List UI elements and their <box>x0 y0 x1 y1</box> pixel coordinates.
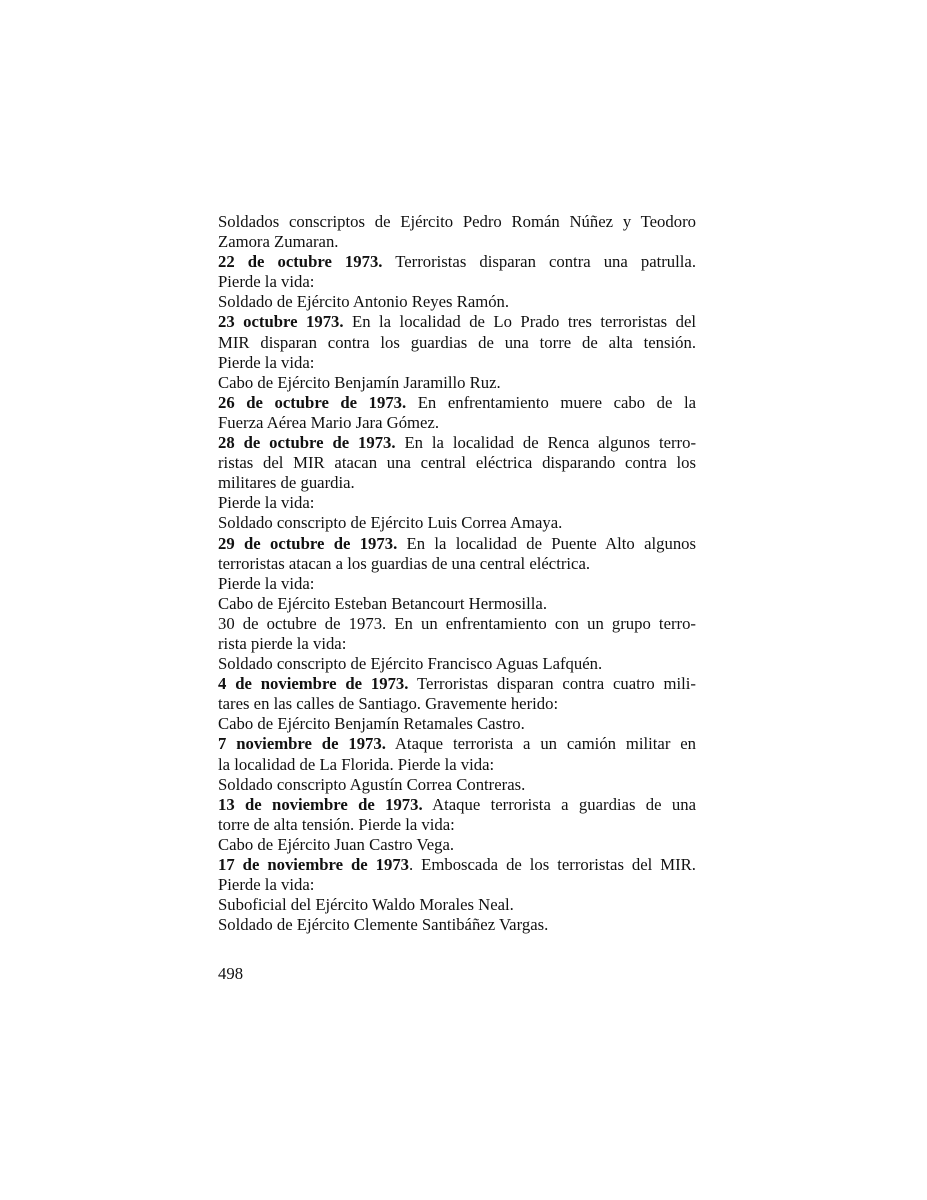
entry-text: la localidad de La Florida. Pierde la vida: <box>218 754 495 774</box>
entry-text: Fuerza Aérea Mario Jara Gómez. <box>218 412 440 432</box>
entry-text: Soldado de Ejército Antonio Reyes Ramón. <box>218 292 510 312</box>
entry-text: Soldado conscripto de Ejército Francisco Aguas Lafquén. <box>218 654 603 674</box>
text-line <box>218 534 696 554</box>
entry-text: Pierde la vida: <box>218 493 315 513</box>
text-line <box>218 674 696 694</box>
entry-text: Soldado conscripto de Ejército Luis Correa Amaya. <box>218 513 563 533</box>
text-line <box>218 272 696 292</box>
entry-text: En enfrentamiento muere cabo de la <box>406 392 696 412</box>
entry-date: 23 octubre 1973. <box>218 312 344 332</box>
text-line <box>218 714 696 734</box>
entry-text: Ataque terrorista a un camión militar en <box>385 734 696 754</box>
text-line <box>218 895 696 915</box>
text-line <box>218 694 696 714</box>
text-line <box>218 433 696 453</box>
entry-text: tares en las calles de Santiago. Gravemente herido: <box>218 694 559 714</box>
text-line <box>218 353 696 373</box>
text-line <box>218 875 696 895</box>
entry-text: rista pierde la vida: <box>218 633 347 653</box>
entry-date: 28 de octubre de 1973. <box>218 433 396 453</box>
text-line <box>218 734 696 754</box>
entry-text: En la localidad de Renca algunos terro- <box>395 433 696 453</box>
document-body <box>218 212 696 935</box>
entry-text: ristas del MIR atacan una central eléctrica disparando contra los <box>218 453 696 473</box>
entry-date: 26 de octubre de 1973. <box>218 392 407 412</box>
text-line <box>218 473 696 493</box>
entry-text: torre de alta tensión. Pierde la vida: <box>218 814 455 834</box>
text-line <box>218 815 696 835</box>
text-line <box>218 373 696 393</box>
entry-text: Cabo de Ejército Juan Castro Vega. <box>218 834 455 854</box>
entry-text: Cabo de Ejército Esteban Betancourt Hermosilla. <box>218 593 548 613</box>
entry-text: Pierde la vida: <box>218 875 315 895</box>
text-line <box>218 614 696 634</box>
text-line <box>218 413 696 433</box>
text-line <box>218 574 696 594</box>
text-line <box>218 393 696 413</box>
text-line <box>218 252 696 272</box>
entry-text: militares de guardia. <box>218 473 355 493</box>
text-line <box>218 915 696 935</box>
entry-text: Pierde la vida: <box>218 352 315 372</box>
entry-date: 4 de noviembre de 1973. <box>218 674 409 694</box>
page-number: 498 <box>218 964 244 983</box>
text-line <box>218 312 696 332</box>
entry-text: En la localidad de Lo Prado tres terroristas del <box>343 312 696 332</box>
entry-text: MIR disparan contra los guardias de una torre de alta tensión. <box>218 332 696 352</box>
text-line <box>218 212 696 232</box>
text-line <box>218 835 696 855</box>
entry-date: 22 de octubre 1973. <box>218 252 383 272</box>
text-line <box>218 775 696 795</box>
entry-text: Terroristas disparan contra cuatro mili- <box>408 674 696 694</box>
text-line <box>218 795 696 815</box>
entry-text: terroristas atacan a los guardias de una central eléctrica. <box>218 553 591 573</box>
entry-date: 13 de noviembre de 1973. <box>218 794 423 814</box>
entry-text: Soldado conscripto Agustín Correa Contreras. <box>218 774 526 794</box>
text-line <box>218 594 696 614</box>
text-line <box>218 513 696 533</box>
entry-text: Cabo de Ejército Benjamín Jaramillo Ruz. <box>218 372 501 392</box>
entry-date: 7 noviembre de 1973. <box>218 734 386 754</box>
entry-text: Cabo de Ejército Benjamín Retamales Castro. <box>218 714 525 734</box>
text-line <box>218 755 696 775</box>
text-line <box>218 855 696 875</box>
entry-text: Soldados conscriptos de Ejército Pedro Román Núñez y Teodoro <box>218 212 696 231</box>
text-line <box>218 493 696 513</box>
text-line <box>218 554 696 574</box>
text-line <box>218 654 696 674</box>
entry-text: Terroristas disparan contra una patrulla. <box>382 252 696 272</box>
text-line <box>218 292 696 312</box>
entry-text: 30 de octubre de 1973. En un enfrentamiento con un grupo terro- <box>218 613 696 633</box>
entry-text: Soldado de Ejército Clemente Santibáñez Vargas. <box>218 915 549 935</box>
text-line <box>218 232 696 252</box>
text-line <box>218 333 696 353</box>
entry-text: Pierde la vida: <box>218 272 315 292</box>
entry-text: Ataque terrorista a guardias de una <box>422 794 696 814</box>
text-line <box>218 453 696 473</box>
entry-date: 29 de octubre de 1973. <box>218 533 398 553</box>
entry-text: Zamora Zumaran. <box>218 232 339 252</box>
entry-date: 17 de noviembre de 1973 <box>218 855 410 874</box>
entry-text: Pierde la vida: <box>218 573 315 593</box>
text-line <box>218 634 696 654</box>
entry-text: . Emboscada de los terroristas del MIR. <box>409 855 696 874</box>
entry-text: En la localidad de Puente Alto algunos <box>397 533 696 553</box>
entry-text: Suboficial del Ejército Waldo Morales Neal. <box>218 895 514 915</box>
